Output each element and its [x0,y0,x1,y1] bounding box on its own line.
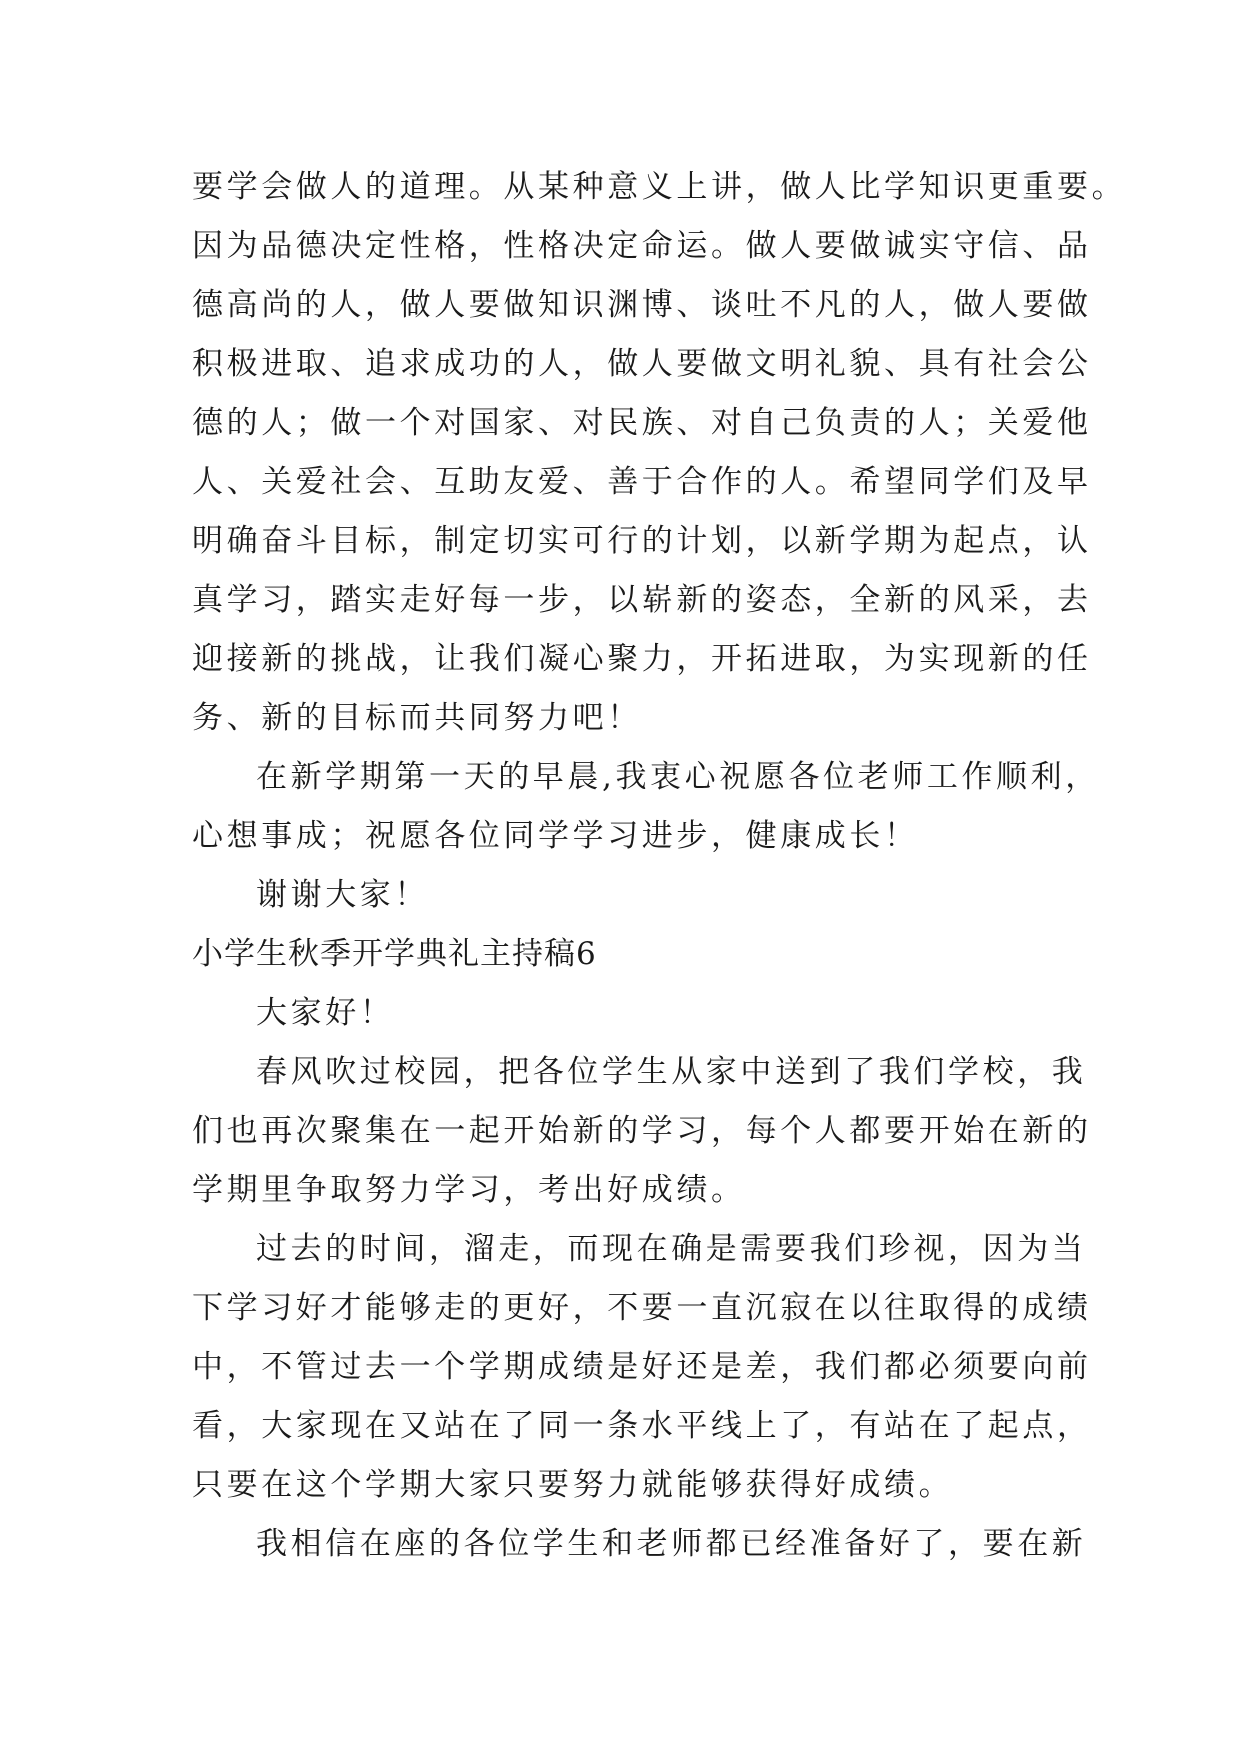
body-text-line: 务、新的目标而共同努力吧！ [192,700,642,736]
body-text-line: 中，不管过去一个学期成绩是好还是差，我们都必须要向前 [192,1349,1092,1385]
document-body [192,158,1127,1574]
body-text-line: 真学习，踏实走好每一步，以崭新的姿态，全新的风采，去 [192,582,1092,618]
body-text-line: 下学习好才能够走的更好，不要一直沉寂在以往取得的成绩 [192,1290,1092,1326]
paragraph-first-line: 春风吹过校园，把各位学生从家中送到了我们学校，我 [256,1054,1087,1090]
paragraph-first-line: 在新学期第一天的早晨,我衷心祝愿各位老师工作顺利， [256,759,1100,795]
section-heading: 小学生秋季开学典礼主持稿6 [192,936,597,972]
body-text-line: 学期里争取努力学习，考出好成绩。 [192,1172,746,1208]
body-text-line: 迎接新的挑战，让我们凝心聚力，开拓进取，为实现新的任 [192,641,1092,677]
body-text-line: 人、关爱社会、互助友爱、善于合作的人。希望同学们及早 [192,464,1092,500]
body-text-line: 只要在这个学期大家只要努力就能够获得好成绩。 [192,1467,954,1503]
body-text-line: 看，大家现在又站在了同一条水平线上了，有站在了起点， [192,1408,1092,1444]
body-text-line: 要学会做人的道理。从某种意义上讲，做人比学知识更重要。 [192,169,1127,205]
body-text-line: 心想事成；祝愿各位同学学习进步，健康成长！ [192,818,919,854]
greeting: 大家好！ [256,995,395,1031]
body-text-line: 明确奋斗目标，制定切实可行的计划，以新学期为起点，认 [192,523,1092,559]
body-text-line: 德的人；做一个对国家、对民族、对自己负责的人；关爱他 [192,405,1092,441]
body-text-line: 们也再次聚集在一起开始新的学习，每个人都要开始在新的 [192,1113,1092,1149]
body-text-line: 因为品德决定性格，性格决定命运。做人要做诚实守信、品 [192,228,1092,264]
body-text-line: 德高尚的人，做人要做知识渊博、谈吐不凡的人，做人要做 [192,287,1092,323]
closing-thanks: 谢谢大家！ [256,877,429,913]
paragraph-first-line: 我相信在座的各位学生和老师都已经准备好了，要在新 [256,1526,1087,1562]
body-text-line: 积极进取、追求成功的人，做人要做文明礼貌、具有社会公 [192,346,1092,382]
paragraph-first-line: 过去的时间，溜走，而现在确是需要我们珍视，因为当 [256,1231,1087,1267]
